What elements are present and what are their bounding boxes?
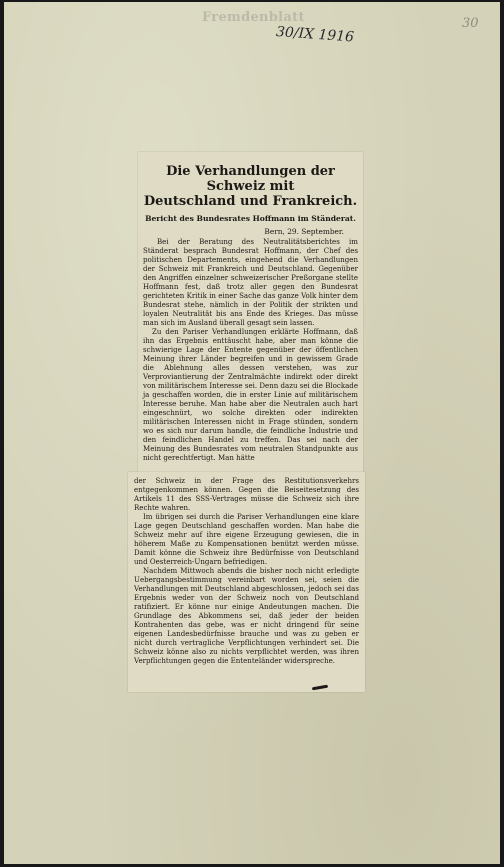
clipping-bottom (128, 472, 365, 692)
handwritten-page-number: 30 (462, 16, 479, 31)
archive-card (4, 2, 500, 864)
newspaper-masthead: Fremdenblatt (202, 10, 305, 25)
headline-line-1: Die Verhandlungen der Schweiz mit (166, 164, 335, 194)
article-paragraph-5: Nachdem Mittwoch abends die bisher noch nicht erledigte Uebergangsbestimmung vereinbart worden sei, seien die Verhandlungen mit Deutschland abgeschlossen, jedoch sei das Ergebnis weder von der Schweiz noch von Deutschland ratifiziert. Er könne nur einige Andeutungen machen. Die Grundlage des Abkommens sei, daß jeder der beiden Kontrahenten das gebe, was er nicht dringend für seine eigenen Landesbedürfnisse brauche und was zu geben er nicht durch vertragliche Verpflichtungen verhindert sei. Die Schweiz könne also zu nichts verpflichtet werden, was ihren Verpflichtungen gegen die Ententeländer widerspreche. (134, 566, 359, 665)
headline-line-2: Deutschland und Frankreich. (143, 194, 358, 209)
article-paragraph-3: der Schweiz in der Frage des Restitutionsverkehrs entgegenkommen können. Gegen die Beiseitesetzung des Artikels 11 des SSS-Vertrages müsse die Schweiz sich ihre Rechte wahren. (134, 476, 359, 512)
article-headline (143, 164, 358, 209)
article-subheadline: Bericht des Bundesrates Hoffmann im Ständerat. (145, 214, 356, 223)
article-paragraph-4: Im übrigen sei durch die Pariser Verhandlungen eine klare Lage gegen Deutschland geschaffen worden. Man habe die Schweiz mehr auf ihre eigene Erzeugung gewiesen, die in höherem Maße zu Kompensationen benützt werden müsse. Damit könne die Schweiz ihre Bedürfnisse von Deutschland und Oesterreich-Ungarn befriedigen. (134, 512, 359, 566)
article-paragraph-2: Zu den Pariser Verhandlungen erklärte Hoffmann, daß ihn das Ergebnis enttäuscht habe, aber man könne die schwierige Lage der Entente gegenüber der öffentlichen Meinung ihrer Länder begreifen und in gewissem Grade die Ablehnung alles dessen verstehen, was zur Verproviantierung der Zentralmächte indirekt oder direkt von militärischem Interesse sei. Denn dazu sei die Blockade ja geschaffen worden, die in erster Linie auf militärischem Interesse beruhe. Man habe aber die Neutralen auch hart eingeschnürt, wo solche direkten oder indirekten militärischen Interessen nicht in Frage stünden, sondern wo es sich nur darum handle, die feindliche Industrie und den feindlichen Handel zu treffen. Das sei nach der Meinung des Bundesrates vom neutralen Standpunkte aus nicht gerechtfertigt. Man hätte (143, 327, 358, 462)
clipping-top (138, 152, 363, 473)
article-dateline: Bern, 29. September. (264, 227, 344, 236)
handwritten-date: 30/IX 1916 (275, 24, 355, 46)
article-paragraph-1: Bei der Beratung des Neutralitätsberichtes im Ständerat besprach Bundesrat Hoffmann, der Chef des politischen Departements, eingehend die Verhandlungen der Schweiz mit Frankreich und Deutschland. Gegenüber den Angriffen einzelner schweizerischer Preßorgane stellte Hoffmann fest, daß trotz aller gegen den Bundesrat gerichteten Kritik in einer Sache das ganze Volk hinter dem Bundesrat stehe, nämlich in der Politik der strikten und loyalen Neutralität bis ans Ende des Krieges. Das müsse man sich im Ausland überall gesagt sein lassen. (143, 237, 358, 327)
